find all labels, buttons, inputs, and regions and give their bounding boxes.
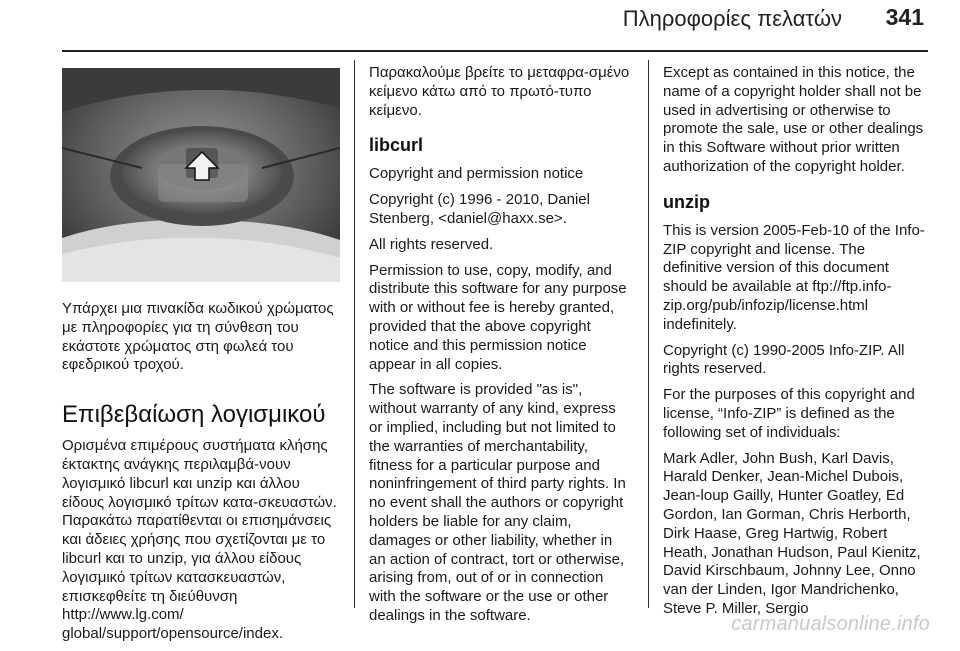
paragraph: All rights reserved. xyxy=(369,235,494,253)
column-divider xyxy=(354,60,355,608)
paragraph: Mark Adler, John Bush, Karl Davis, Harald Denker, Jean-Michel Dubois, Jean-loup Gailly, Hunter Goatley, Ed Gordon, Ian Gorman, Chris Herborth, Dirk Haase, Greg Hartwig, Robert Heath, Jonathan Hudson, Paul Kienitz, David Kirschbaum, Johnny Lee, Onno van der Linden, Igor Mandrichenko, Steve P. Miller, Sergio xyxy=(663,449,921,617)
paragraph: Copyright and permission notice xyxy=(369,165,584,183)
software-intro-paragraph: Ορισμένα επιμέρους συστήματα κλήσης έκτακτης ανάγκης περιλαμβά-νουν λογισμικό libcurl και unzip και άλλου είδους λογισμικό τρίτων κατα-σκευαστών. Παρακάτω παρατίθενται οι επισημάνσεις και άδειες χρήσης που σχετίζονται με το libcurl και το unzip, για άλλου είδους λογισμικό τρίτων κατασκευαστών, επισκεφθείτε τη διεύθυνση http://www.lg.com/ global/support/opensource/index. xyxy=(62,437,337,643)
spare-wheel-well-photo xyxy=(62,68,340,282)
page-number: 341 xyxy=(885,4,924,30)
column-2 xyxy=(369,64,633,633)
header-divider xyxy=(62,50,928,52)
column-divider xyxy=(648,60,649,608)
paragraph: For the purposes of this copyright and license, “Info-ZIP” is defined as the following set of individuals: xyxy=(663,386,915,441)
paragraph: Except as contained in this notice, the name of a copyright holder shall not be used in advertising or otherwise to promote the sale, use or other dealings in this Software without prior written authorization of the copyright holder. xyxy=(663,64,924,175)
section-heading-libcurl: libcurl xyxy=(369,135,424,156)
paragraph: Copyright (c) 1996 - 2010, Daniel Stenberg, <daniel@haxx.se>. xyxy=(369,191,590,227)
running-header-title: Πληροφορίες πελατών xyxy=(622,6,842,31)
paragraph: Permission to use, copy, modify, and distribute this software for any purpose with or without fee is hereby granted, provided that the above copyright notice and this permission notice appear in all copies. xyxy=(369,261,627,373)
translation-note: Παρακαλούμε βρείτε το μεταφρα-σμένο κείμενο κάτω από το πρωτό-τυπο κείμενο. xyxy=(369,64,630,119)
section-heading-software-confirmation: Επιβεβαίωση λογισμικού xyxy=(62,401,326,429)
paragraph: Copyright (c) 1990-2005 Info-ZIP. All rights reserved. xyxy=(663,341,905,378)
paragraph: The software is provided "as is", without warranty of any kind, express or implied, including but not limited to the warranties of merchantability, fitness for a particular purpose and noninfringement of third party rights. In no event shall the authors or copyright holders be liable for any claim, damages or other liability, whether in an action of contract, tort or otherwise, arising from, out of or in connection with the software or the use or other dealings in the software. xyxy=(369,381,626,624)
column-3 xyxy=(663,64,928,626)
section-heading-unzip: unzip xyxy=(663,191,710,212)
column-1 xyxy=(62,60,340,651)
up-arrow-icon xyxy=(62,68,340,282)
photo-caption: Υπάρχει μια πινακίδα κωδικού χρώματος με πληροφορίες για τη σύνθεση του εκάστοτε χρώματος στη φωλεά του εφεδρικού τροχού. xyxy=(62,300,334,374)
paragraph: This is version 2005-Feb-10 of the Info-ZIP copyright and license. The definitive version of this document should be available at ftp://ftp.info-zip.org/pub/infozip/license.html indefinitely. xyxy=(663,221,925,333)
watermark: carmanualsonline.info xyxy=(731,613,930,635)
